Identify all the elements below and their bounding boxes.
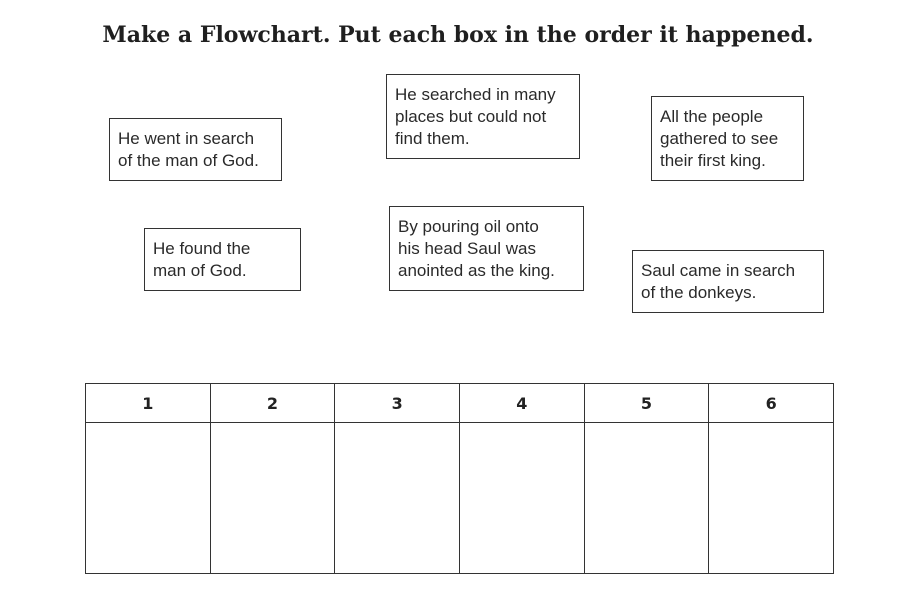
card-line: anointed as the king.	[398, 261, 555, 280]
card-line: of the man of God.	[118, 151, 259, 170]
order-drop-slot-2[interactable]	[210, 423, 335, 574]
event-card-people-gathered[interactable]	[651, 96, 804, 181]
order-header-row	[86, 384, 834, 423]
event-card-searched-many-places[interactable]	[386, 74, 580, 159]
order-drop-slot-6[interactable]	[709, 423, 834, 574]
order-slot-number-2: 2	[210, 384, 335, 423]
event-card-search-man-of-god[interactable]	[109, 118, 282, 181]
card-line: places but could not	[395, 107, 547, 126]
card-line: He went in search	[118, 129, 255, 148]
order-drop-slot-4[interactable]	[459, 423, 584, 574]
event-card-anointed-king[interactable]	[389, 206, 584, 291]
card-line: He searched in many	[395, 85, 556, 104]
order-slot-number-1: 1	[86, 384, 211, 423]
order-slot-number-5: 5	[584, 384, 709, 423]
order-slot-number-4: 4	[459, 384, 584, 423]
order-drop-slot-5[interactable]	[584, 423, 709, 574]
card-line: of the donkeys.	[641, 283, 757, 302]
event-card-search-donkeys[interactable]	[632, 250, 824, 313]
card-line: All the people	[660, 107, 764, 126]
order-drop-slot-1[interactable]	[86, 423, 211, 574]
card-line: He found the	[153, 239, 251, 258]
event-card-found-man-of-god[interactable]	[144, 228, 301, 291]
card-line: his head Saul was	[398, 239, 536, 258]
card-line: gathered to see	[660, 129, 779, 148]
card-line: Saul came in search	[641, 261, 796, 280]
card-line: their first king.	[660, 151, 766, 170]
flowchart-order-table	[85, 383, 834, 574]
card-line: By pouring oil onto	[398, 217, 539, 236]
order-slot-number-6: 6	[709, 384, 834, 423]
page-title: Make a Flowchart. Put each box in the order it happened.	[102, 22, 814, 48]
card-line: find them.	[395, 129, 470, 148]
order-slot-number-3: 3	[335, 384, 460, 423]
order-drop-row	[86, 423, 834, 574]
order-drop-slot-3[interactable]	[335, 423, 460, 574]
card-line: man of God.	[153, 261, 247, 280]
